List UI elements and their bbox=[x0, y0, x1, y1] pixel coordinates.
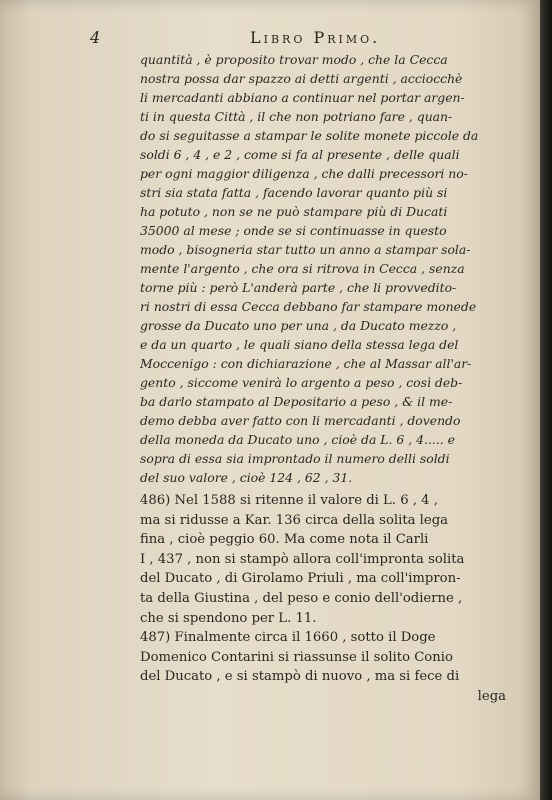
text-line: 35000 al mese ; onde se si continuasse in questo bbox=[140, 223, 447, 238]
text-line: demo debba aver fatto con li mercadanti , dovendo bbox=[140, 413, 461, 428]
text-line: torne più : però L'anderà parte , che li provvedito- bbox=[140, 280, 457, 295]
text-line: del Ducato , di Girolamo Priuli , ma coll'impron- bbox=[140, 571, 461, 587]
text-line: gento , siccome venirà lo argento a peso , così deb- bbox=[140, 375, 463, 390]
text-line: soldi 6 , 4 , e 2 , come si fa al presente , delle quali bbox=[140, 147, 460, 162]
text-line: del suo valore , cioè 124 , 62 , 31. bbox=[140, 470, 353, 485]
text-line: ba darlo stampato al Depositario a peso , & il me- bbox=[140, 394, 453, 409]
text-line: ha potuto , non se ne può stampare più di Ducati bbox=[140, 204, 448, 219]
text-line: li mercadanti abbiano a continuar nel portar argen- bbox=[140, 90, 465, 105]
text-line: 487) Finalmente circa il 1660 , sotto il Doge bbox=[140, 630, 436, 646]
commentary-paragraphs bbox=[140, 491, 510, 707]
running-title: Libro Primo. bbox=[250, 28, 381, 47]
text-line: modo , bisogneria star tutto un anno a stampar sola- bbox=[140, 242, 471, 257]
text-line: ri nostri di essa Cecca debbano far stampare monede bbox=[140, 299, 477, 314]
text-line: 486) Nel 1588 si ritenne il valore di L. 6 , 4 , bbox=[140, 493, 438, 508]
text-line: e da un quarto , le quali siano della stessa lega del bbox=[140, 337, 459, 352]
text-line: do si seguitasse a stampar le solite monete piccole da bbox=[140, 128, 479, 143]
book-edge-shadow bbox=[540, 0, 552, 800]
text-line: fina , cioè peggio 60. Ma come nota il Carli bbox=[140, 532, 429, 548]
text-line: per ogni maggior diligenza , che dalli precessori no- bbox=[140, 166, 468, 181]
text-line: Domenico Contarini si riassunse il solito Conio bbox=[140, 649, 453, 665]
text-line: ma si ridusse a Kar. 136 circa della solita lega bbox=[140, 512, 448, 528]
text-line: grosse da Ducato uno per una , da Ducato mezzo , bbox=[140, 318, 457, 333]
body-text bbox=[140, 50, 510, 707]
text-line: che si spendono per L. 11. bbox=[140, 610, 317, 626]
text-line: mente l'argento , che ora si ritrova in Cecca , senza bbox=[140, 261, 465, 276]
text-line: Moccenigo : con dichiarazione , che al Massar all'ar- bbox=[140, 356, 472, 371]
catchword: lega bbox=[477, 688, 506, 704]
text-line: ti in questa Città , il che non potriano fare , quan- bbox=[140, 109, 453, 124]
text-line: sopra di essa sia improntado il numero delli soldi bbox=[140, 451, 450, 466]
text-line: I , 437 , non si stampò allora coll'impronta solita bbox=[140, 551, 465, 567]
text-line: della moneda da Ducato uno , cioè da L. 6 , 4..... e bbox=[140, 432, 455, 447]
page-header bbox=[90, 28, 510, 52]
text-line: del Ducato , e si stampò di nuovo , ma si fece di bbox=[140, 669, 460, 685]
text-line: nostra possa dar spazzo ai detti argenti , acciocchè bbox=[140, 71, 463, 86]
page-number: 4 bbox=[90, 28, 101, 47]
italic-quotation bbox=[140, 50, 510, 487]
text-line: stri sia stata fatta , facendo lavorar quanto più si bbox=[140, 185, 448, 200]
text-line: quantità , è proposito trovar modo , che la Cecca bbox=[140, 52, 448, 67]
text-line: ta della Giustina , del peso e conio dell'odierne , bbox=[140, 590, 463, 606]
